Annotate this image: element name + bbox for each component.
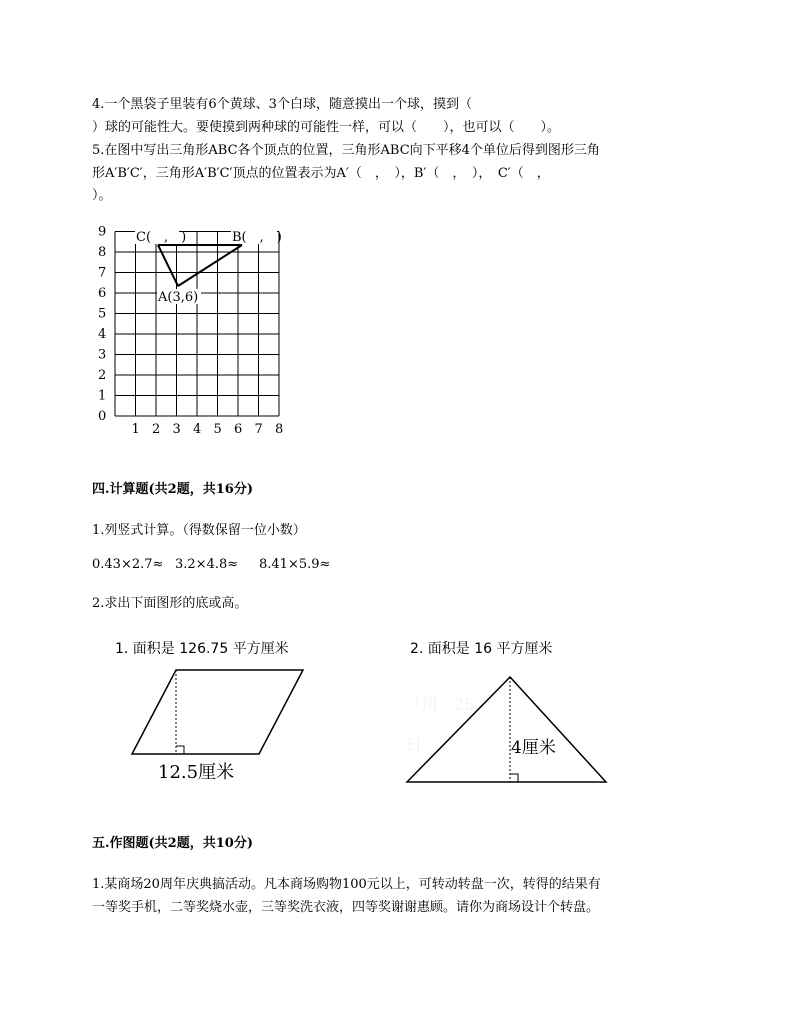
x-tick-label: 8: [275, 422, 284, 437]
grid-lines: [115, 232, 279, 417]
triangle-right-angle-mark: [510, 774, 518, 782]
section4-q1: 1.列竖式计算。（得数保留一位小数）: [92, 523, 306, 538]
q5-line3: ）。: [92, 188, 112, 203]
x-tick-label: 4: [193, 422, 202, 437]
y-tick-label: 6: [98, 286, 107, 301]
q4-line2: ）球的可能性大。要使摸到两种球的可能性一样，可以（ ），也可以（ ）。: [92, 120, 561, 135]
expr-3: 8.41×5.9≈: [259, 557, 331, 572]
label-c: C( , ): [136, 230, 187, 245]
y-tick-label: 8: [98, 245, 107, 260]
right-angle-mark: [176, 746, 184, 754]
section5-q1-line1: 1.某商场20周年庆典搞活动。凡本商场购物100元以上，可转动转盘一次，转得的结果有: [92, 877, 601, 892]
label-b: B( , ): [232, 230, 282, 245]
base-label: 12.5厘米: [158, 762, 235, 783]
x-axis-labels: [132, 422, 284, 437]
x-tick-label: 6: [234, 422, 243, 437]
expr-2: 3.2×4.8≈: [175, 557, 239, 572]
section5-heading: 五.作图题(共2题，共10分): [92, 836, 253, 851]
expr-1: 0.43×2.7≈: [92, 557, 164, 572]
faint-watermark: 「用 25: [406, 695, 475, 714]
y-tick-label: 1: [98, 388, 107, 404]
coordinate-grid: [90, 210, 310, 440]
x-tick-label: 5: [213, 422, 222, 437]
figure1-title: 1. 面积是 126.75 平方厘米: [115, 641, 289, 657]
q5-line1: 5.在图中写出三角形ABC各个顶点的位置，三角形ABC向下平移4个单位后得到图形三角: [92, 143, 600, 158]
section5-q1-line2: 一等奖手机，二等奖烧水壶，三等奖洗衣液，四等奖谢谢惠顾。请你为商场设计个转盘。: [92, 900, 600, 915]
y-tick-label: 5: [98, 306, 107, 322]
triangle: [407, 677, 606, 782]
x-tick-label: 1: [131, 422, 140, 437]
y-tick-label: 7: [98, 265, 107, 281]
parallelogram-figure: [125, 665, 325, 785]
y-tick-label: 2: [98, 368, 107, 383]
parallelogram: [132, 670, 303, 754]
triangle-side-ab: [178, 245, 242, 286]
label-a: A(3,6): [158, 290, 199, 305]
q4-line1: 4.一个黑袋子里装有6个黄球、3个白球，随意摸出一个球，摸到（: [92, 97, 472, 112]
figure2-title: 2. 面积是 16 平方厘米: [410, 641, 553, 657]
height-label: 4厘米: [511, 738, 556, 758]
section4-heading: 四.计算题(共2题，共16分): [92, 482, 253, 497]
x-tick-label: 3: [172, 422, 181, 437]
y-tick-label: 3: [98, 347, 107, 363]
y-tick-label: 4: [98, 327, 107, 342]
x-tick-label: 2: [152, 422, 161, 437]
triangle-side-ca: [158, 245, 178, 286]
y-tick-label: 0: [98, 409, 107, 424]
triangle-abc: [158, 245, 242, 286]
faint-watermark-2: 日: [406, 735, 423, 754]
section4-q2: 2.求出下面图形的底或高。: [92, 596, 248, 611]
y-tick-label: 9: [98, 224, 107, 240]
q5-line2: 形A′B′C′，三角形A′B′C′顶点的位置表示为A′（ ， ），B′（ ， ）， C′（ ，: [92, 166, 550, 181]
y-axis-labels: [98, 225, 106, 425]
x-tick-label: 7: [254, 422, 263, 437]
triangle-figure: [400, 670, 620, 800]
